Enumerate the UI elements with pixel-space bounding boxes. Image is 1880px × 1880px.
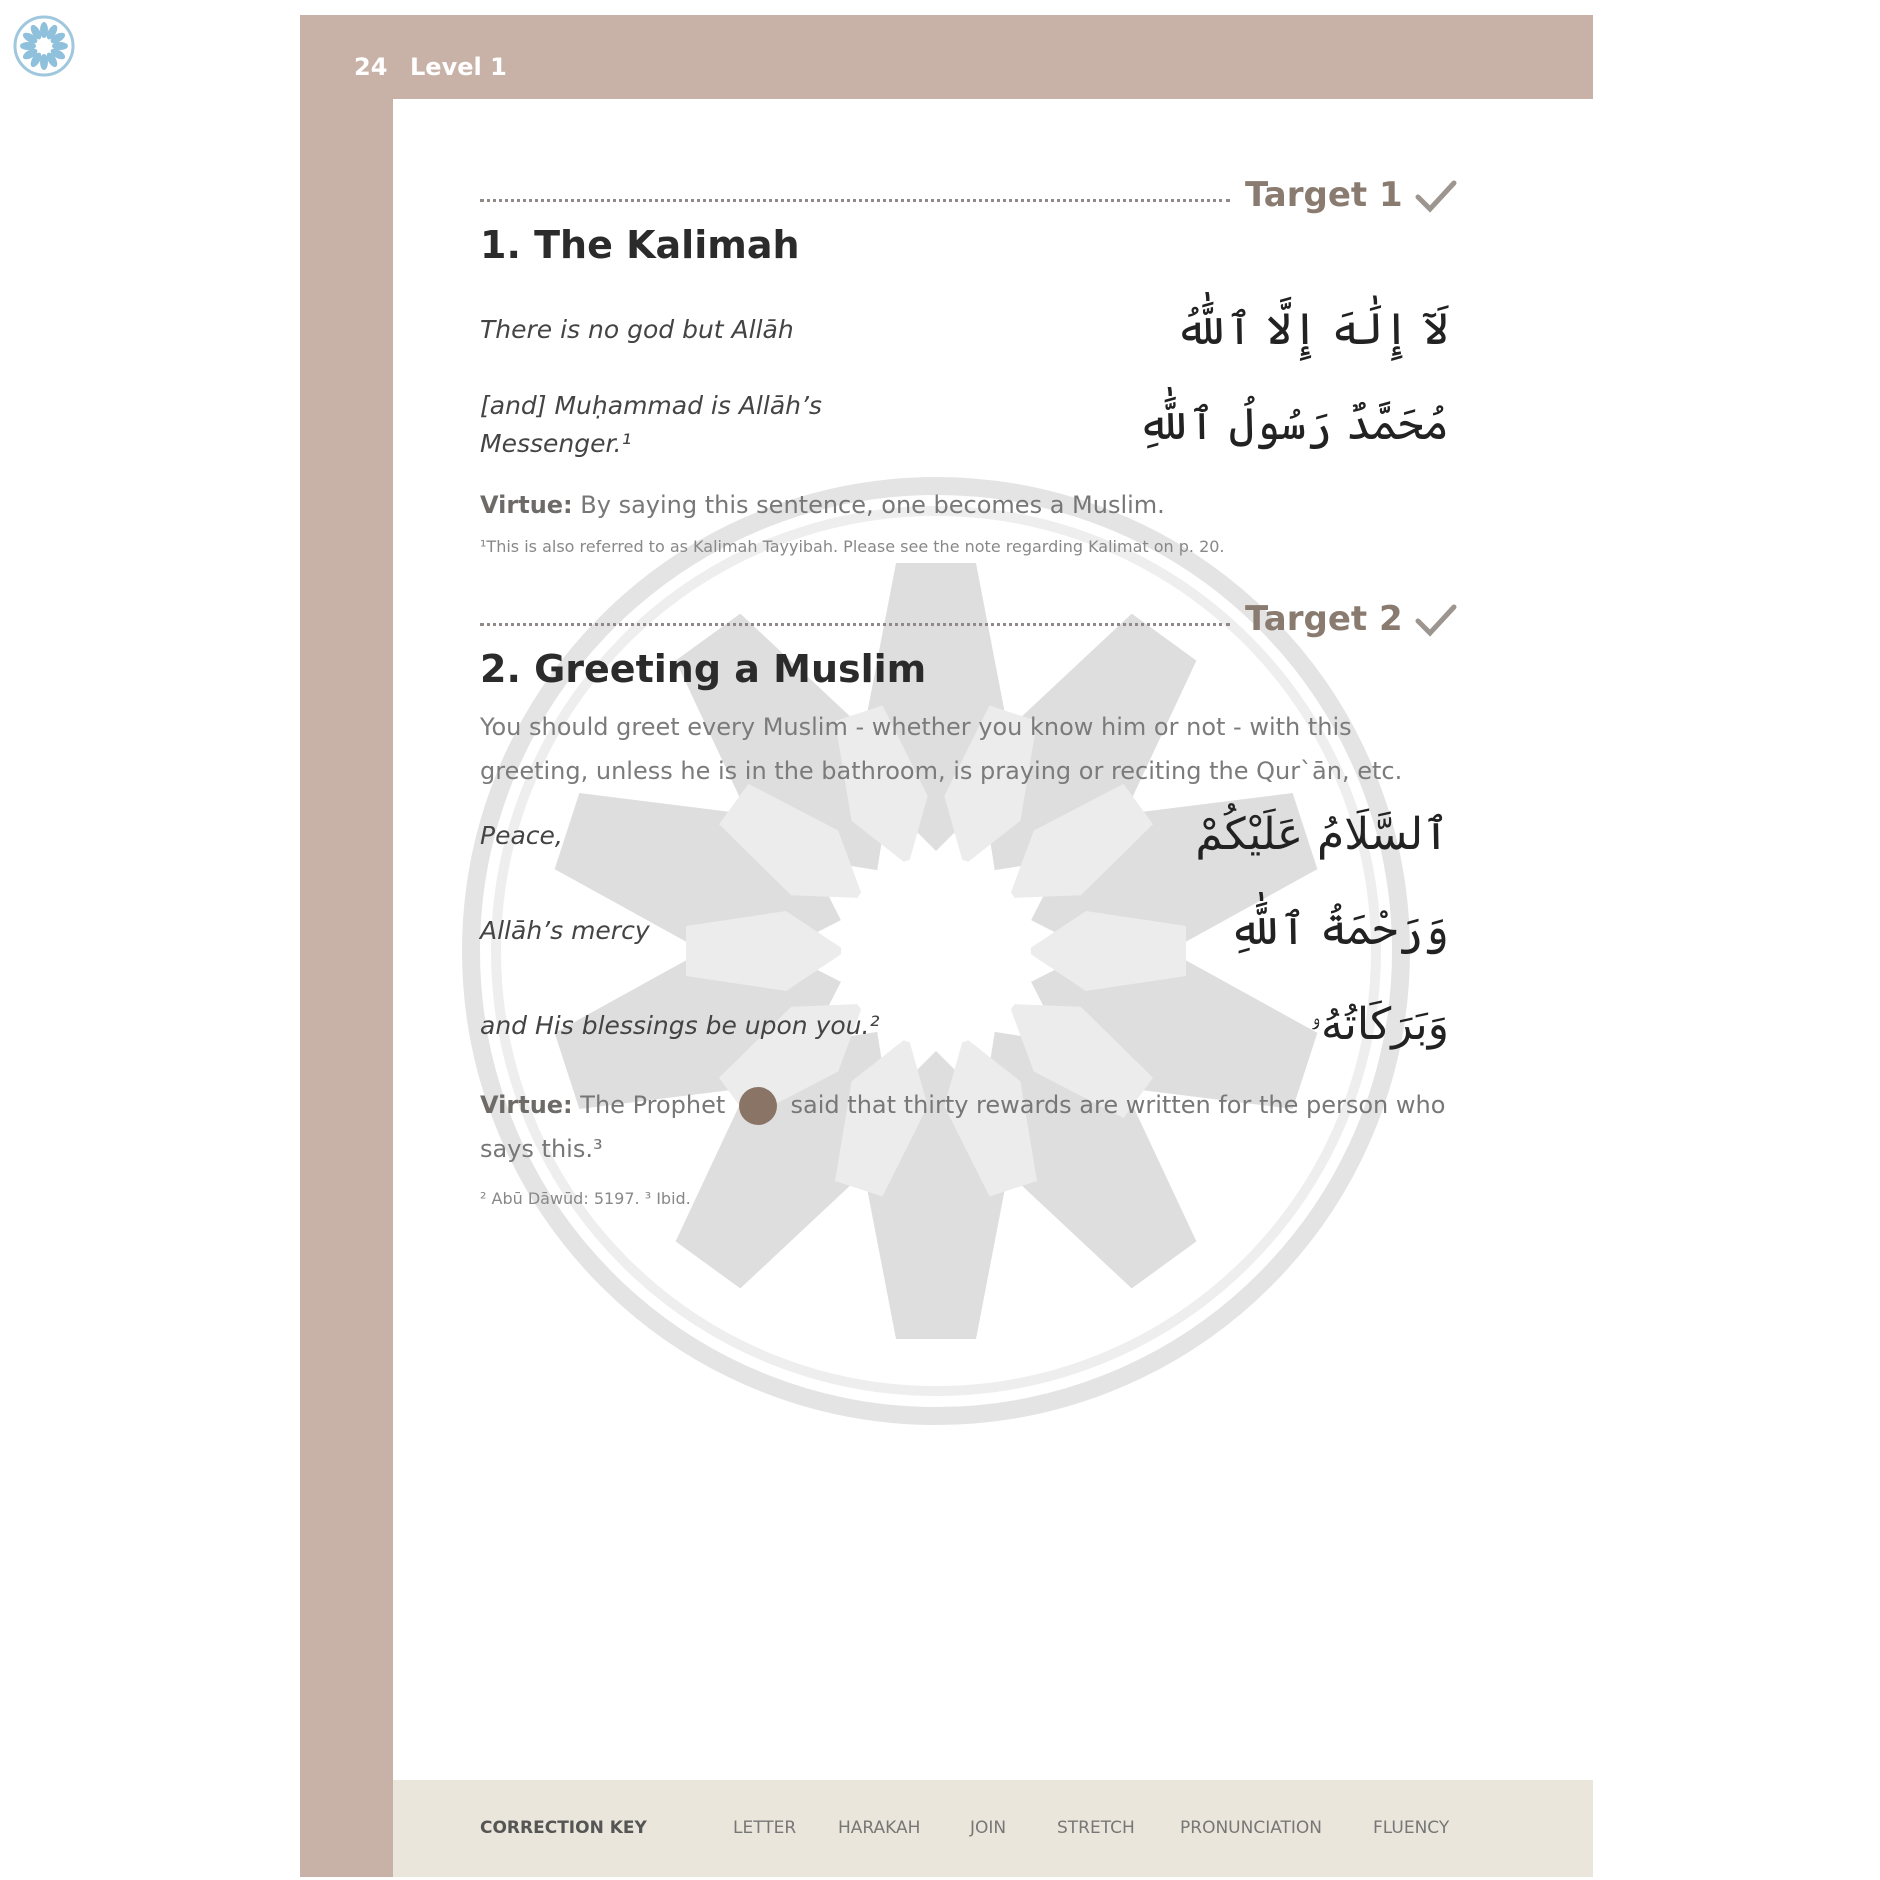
- dotted-divider: [480, 199, 1230, 202]
- greeting-intro: You should greet every Muslim - whether you know him or not - with this greeting, unless he is in the bathroom, is praying or reciting the Qur`ān, etc.: [480, 713, 1403, 785]
- correction-key-item: LETTER: [733, 1818, 797, 1838]
- virtue-text-pre: The Prophet: [580, 1091, 726, 1119]
- correction-key-title: CORRECTION KEY: [480, 1818, 647, 1838]
- section-title-kalimah: 1. The Kalimah: [480, 223, 800, 267]
- virtue-label: Virtue:: [480, 491, 573, 519]
- virtue-label: Virtue:: [480, 1091, 573, 1119]
- greeting-virtue: [480, 1083, 1460, 1171]
- greeting-line-1-ar: ٱلسَّلَامُ عَلَيْكُمْ: [1195, 809, 1449, 860]
- correction-key-item: STRETCH: [1057, 1818, 1135, 1838]
- page-header: [300, 15, 1593, 99]
- checkmark-icon: [1415, 603, 1457, 637]
- virtue-text-post: said that thirty rewards are written for the person who says this.³: [480, 1091, 1446, 1163]
- target-1-label: Target 1: [1245, 175, 1403, 215]
- publisher-logo-icon: [12, 14, 76, 78]
- target-1-row: [480, 175, 1460, 219]
- greeting-line-3-ar: وَبَرَكَاتُهُۥ: [1310, 999, 1449, 1050]
- section-title-greeting: 2. Greeting a Muslim: [480, 647, 927, 691]
- correction-key-item: PRONUNCIATION: [1180, 1818, 1323, 1838]
- greeting-line-2-en: Allāh’s mercy: [480, 916, 650, 945]
- checkmark-icon: [1415, 179, 1457, 213]
- target-2-label: Target 2: [1245, 599, 1403, 639]
- greeting-line-2-ar: وَرَحْمَةُ ٱللَّٰهِ: [1228, 904, 1449, 955]
- pbuh-seal-icon: [739, 1087, 777, 1125]
- kalimah-footnote: ¹This is also referred to as Kalimah Tayyibah. Please see the note regarding Kalimat on p. 20.: [480, 537, 1225, 556]
- greeting-line-3-en: and His blessings be upon you.²: [480, 1011, 880, 1040]
- greeting-line-1-en: Peace,: [480, 821, 563, 850]
- correction-key-item: FLUENCY: [1373, 1818, 1450, 1838]
- correction-key-item: HARAKAH: [838, 1818, 921, 1838]
- kalimah-line-1-ar: لَآ إِلَٰهَ إِلَّا ٱللَّٰهُ: [1175, 304, 1449, 355]
- virtue-text: By saying this sentence, one becomes a Muslim.: [580, 491, 1165, 519]
- dotted-divider: [480, 623, 1230, 626]
- page-content: [393, 99, 1593, 1877]
- kalimah-line-2-en: [and] Muḥammad is Allāh’s Messenger.¹: [480, 391, 822, 458]
- target-2-row: [480, 599, 1460, 643]
- correction-key-bar: [393, 1780, 1593, 1877]
- kalimah-line-2-ar: مُحَمَّدٌ رَسُولُ ٱللَّٰهِ: [1137, 399, 1449, 450]
- book-page: [300, 15, 1593, 1877]
- level-label: Level 1: [410, 53, 507, 81]
- page-number: 24: [354, 53, 388, 81]
- kalimah-virtue: [480, 483, 1460, 527]
- correction-key-item: JOIN: [970, 1818, 1007, 1838]
- greeting-footnote: ² Abū Dāwūd: 5197. ³ Ibid.: [480, 1189, 691, 1208]
- kalimah-line-1-en: There is no god but Allāh: [480, 315, 794, 344]
